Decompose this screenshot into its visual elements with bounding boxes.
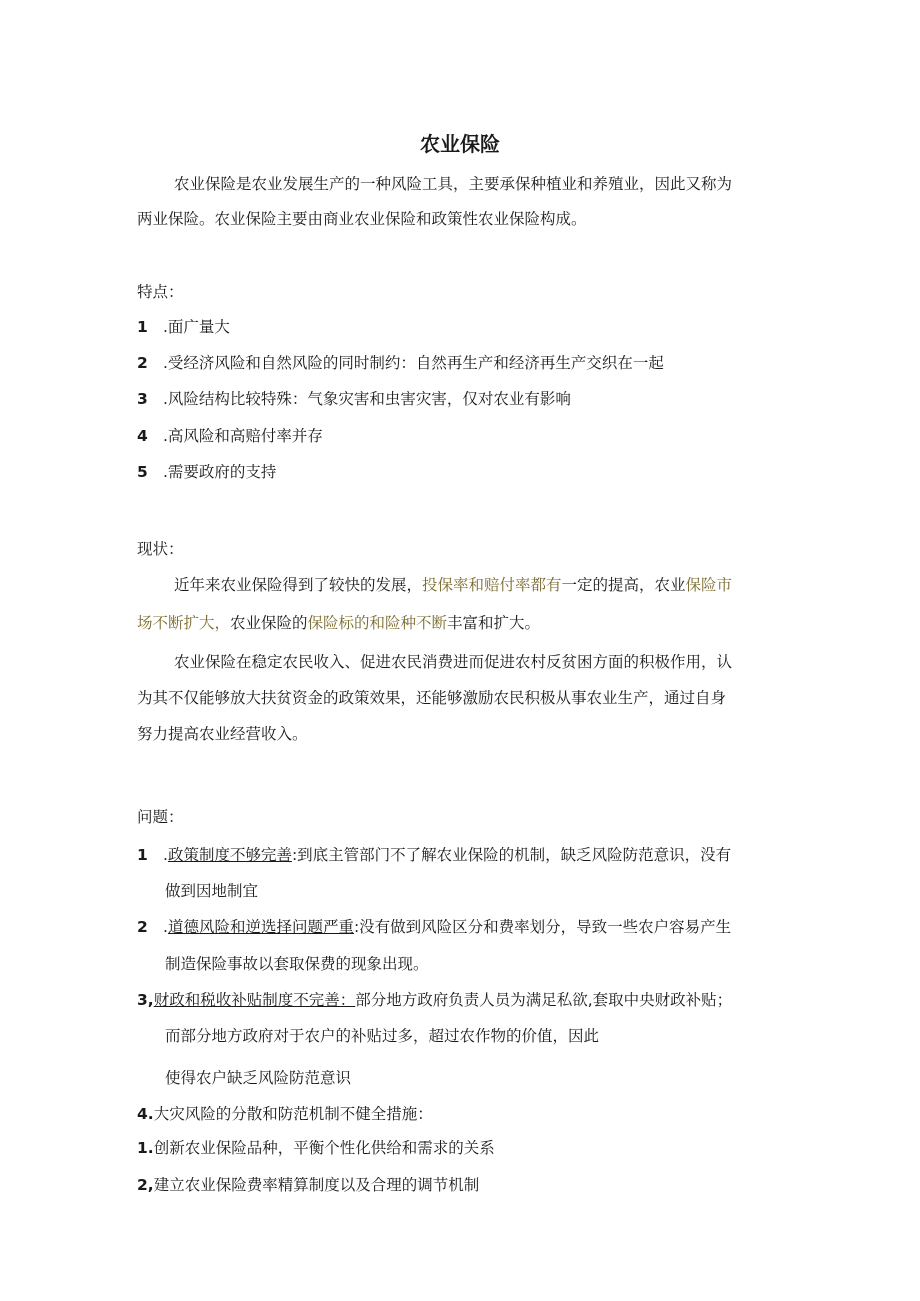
feature-number: 3 (137, 390, 148, 408)
problem-item-3 (137, 989, 732, 1011)
problem-item-3-continued-1: 而部分地方政府对于农户的补贴过多，超过农作物的价值，因此 (165, 1027, 600, 1045)
status-highlight: 场不断扩大， (137, 614, 231, 632)
status-text: 一定的提高，农业 (561, 576, 686, 594)
problem-item-4 (137, 1103, 433, 1125)
problem-dot: . (163, 918, 168, 936)
problem-item-2 (137, 916, 731, 938)
problem-text: :到底主管部门不了解农业保险的机制，缺乏风险防范意识，没有 (291, 846, 732, 864)
problem-number: 1 (137, 846, 148, 864)
measure-text: 创新农业保险品种，平衡个性化供给和需求的关系 (153, 1139, 495, 1157)
measure-number: 1. (137, 1139, 154, 1157)
problem-dot: . (163, 846, 168, 864)
problem-title: 政策制度不够完善 (167, 846, 292, 864)
status-text: 近年来农业保险得到了较快的发展， (174, 576, 423, 594)
feature-number: 5 (137, 463, 148, 481)
problem-title: 财政和税收补贴制度不完善： (153, 991, 356, 1009)
problem-title: 道德风险和逆选择问题严重 (167, 918, 354, 936)
measure-item-2 (137, 1174, 479, 1196)
measure-item-1 (137, 1137, 495, 1159)
problem-item-1-continued: 做到因地制宜 (165, 882, 259, 900)
feature-text: .需要政府的支持 (163, 463, 277, 481)
feature-number: 1 (137, 318, 148, 336)
measure-text: 建立农业保险费率精算制度以及合理的调节机制 (153, 1176, 480, 1194)
status-p2-line-1: 农业保险在稳定农民收入、促进农民消费进而促进农村反贫困方面的积极作用，认 (174, 653, 733, 671)
problem-item-2-continued: 制造保险事故以套取保费的现象出现。 (165, 955, 429, 973)
status-highlight: 投保率和赔付率都有 (422, 576, 562, 594)
problem-number: 2 (137, 918, 148, 936)
feature-text: .高风险和高赔付率并存 (163, 427, 323, 445)
problem-text: 部分地方政府负责人员为满足私欲,套取中央财政补贴； (355, 991, 733, 1009)
feature-item-5 (137, 461, 276, 483)
intro-line-1: 农业保险是农业发展生产的一种风险工具，主要承保种植业和养殖业，因此又称为 (174, 175, 733, 193)
feature-text: .风险结构比较特殊：气象灾害和虫害灾害，仅对农业有影响 (163, 390, 571, 408)
problem-number: 3, (137, 991, 154, 1009)
status-highlight: 保险标的和险种不断 (307, 614, 448, 632)
measure-number: 2, (137, 1176, 154, 1194)
status-highlight: 保险市 (685, 576, 733, 594)
feature-text: .面广量大 (163, 318, 230, 336)
feature-number: 4 (137, 427, 148, 445)
problem-text: :没有做到风险区分和费率划分，导致一些农户容易产生 (353, 918, 732, 936)
feature-text: .受经济风险和自然风险的同时制约：自然再生产和经济再生产交织在一起 (163, 354, 664, 372)
problem-item-3-continued-2: 使得农户缺乏风险防范意识 (165, 1069, 352, 1087)
status-p1-line-2 (137, 612, 540, 634)
feature-item-4 (137, 425, 323, 447)
status-text: 农业保险的 (230, 614, 308, 632)
feature-item-3 (137, 388, 571, 410)
problems-heading: 问题： (137, 808, 184, 826)
feature-item-1 (137, 316, 230, 338)
problem-text: 大灾风险的分散和防范机制不健全措施： (153, 1105, 433, 1123)
status-p2-line-3: 努力提高农业经营收入。 (137, 725, 308, 743)
status-heading: 现状： (137, 540, 184, 558)
status-p2-line-2: 为其不仅能够放大扶贫资金的政策效果，还能够激励农民积极从事农业生产，通过自身 (137, 689, 727, 707)
problem-number: 4. (137, 1105, 154, 1123)
status-text: 丰富和扩大。 (447, 614, 541, 632)
problem-item-1 (137, 844, 731, 866)
intro-line-2: 两业保险。农业保险主要由商业农业保险和政策性农业保险构成。 (137, 210, 587, 228)
page-title: 农业保险 (420, 132, 500, 156)
status-p1-line-1 (174, 574, 732, 596)
feature-number: 2 (137, 354, 148, 372)
feature-item-2 (137, 352, 664, 374)
features-heading: 特点： (137, 283, 184, 301)
